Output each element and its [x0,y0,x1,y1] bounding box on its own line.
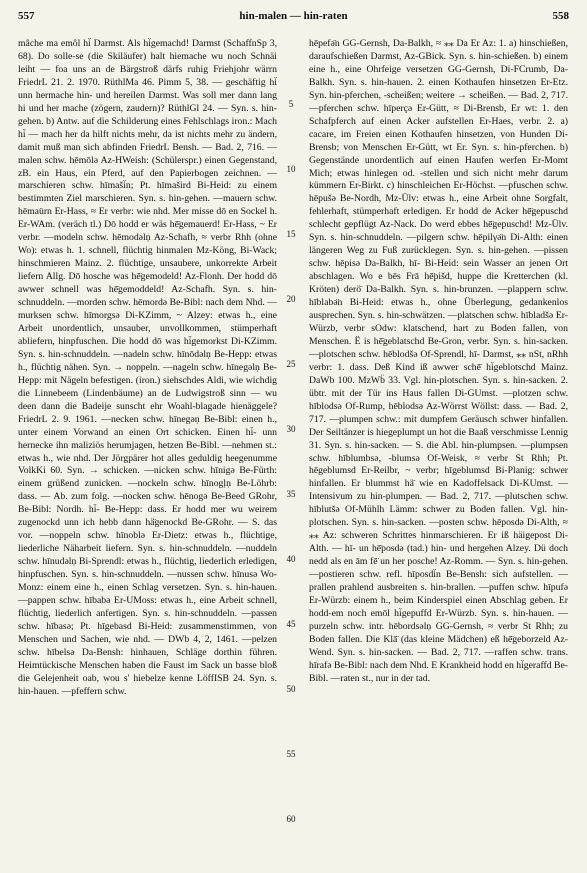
page-number-right: 558 [552,10,569,22]
line-number: 20 [286,294,296,304]
line-number: 60 [286,814,296,824]
line-number: 35 [286,489,296,499]
line-number: 25 [286,359,296,369]
left-column [18,38,277,870]
line-number: 55 [286,749,296,759]
line-number: 50 [286,684,296,694]
right-column-text: hēpefə͏̈n GG-Gernsh, Da-Balkh, ≈ ⁎⁎ Da Er Az: 1. a) hinschießen, daraufschießen Darmst, Az-GBick. Syn. s. hin-schießen. b) einem eine h., eine Ohrfeige versetzen GG-Gernsh, Di-FCrumb, Da-Balkh. Syn. s. hin-hauen. 2. einen Kothaufen hinsetzen Er-Etz. Syn. hin-pferchen, -scheißen; weitere → scheißen. — Bad. 2, 717. —pferchen schw. hīperçə Er-Gütt, ≈ Di-Brensb, Er wt: 1. den Schafpferch auf einen Acker aufstellen Er-Haes, verbr. 2. a) cacare, im Freien einen Kothaufen hinsetzen, von Hunden Di-Brensb; von Menschen Er-Gütt, wt Er. Syn. s. hin-pferchen. b) Gegenstände unordentlich auf einen Haufen werfen Er-Momt Mich; etwas hinlegen od. -stellen und sich nicht mehr darum kümmern Er-Birkt. c) hinschleichen Er-Höchst. —pfuschen schw. hēpušə Be-Nordh, Mz-Ülv: etwas h., eine Arbeit ohne Sorgfalt, fehlerhaft, stümperhaft erledigen. Er hodd de Acker hē͏̈gepuschd schlecht gepflügt Az-Nack. Do werd ebbes hē͏̈gepuschd! Mz-Ülv. Syn. s. hin-schnuddeln. —pilgern schw. hēpilγə͏̈n Di-Alth: einen längeren Weg zu Fuß zurücklegen. Syn. s. hin-gehen. —pissen schw. hēpisə Da-Balkh, hī- Bi-Heid: sein Wasser an jenen Ort abschlagen. Wo e bēs Frā hē͏̈pišd, huppe die Kretterchen (kl. Kröten) derö͏̈ Da-Balkh. Syn. s. hin-brunzen. —plappern schw. hīblabə͏̈n Bi-Heid: etwas h., ohne Überlegung, gedankenlos ausprechen. Syn. s. hin-schwätzen. —platschen schw. hībladšə Er-Würzb, verbr sOdw: klatschend, hart zu Boden fallen, von Menschen. E͏̈ is hē͏̈geblatschd Be-Gron, verbr. Syn. s. hin-sacken. —plotschen schw. hēblodšə Of-Sprendl, hī- Darmst, ⁎⁎ nSt, nRhh verbr: 1. dass. Deß Kind iß awwer schē͏̈ hi͏̈geblotschd Mainz. DaWb 100. MzWb͏̈ 33. Vgl. hin-plotschen. Syn. s. hin-sacken. 2. übtr. mit der Tür ins Haus fallen Di-GUmst. —plotzen schw. hīblodsə Of-Rump, hēblodsə Az-Wörrst Wöllst: dass. — Bad. 2, 717. —plumpen schw.: mit dumpfem Geräusch schwer hinfallen. Der Seiltänzer is hiegeplumpt un hot die Baaß verschmisse Lennig 31. Syn. s. hin-sacken. — S. die Abl. hin-plumpsen. —plumpsen schw. hīblumbsə, -blumsə Of-Weisk, ≈ verbr St Rhh; Pt. hēgeblumsd Er-Reilbr, ~ verbr; hīgeblumsd Bi-Planig: schwer hinfallen. Er blummst hä͏̈ wie en Kadoffelsack Di-KUmst. — Intensivum zu hin-plumpen. — Bad. 2, 717. —plutschen schw. hīblutšə Of-Mühlh Lämm: schwer zu Boden fallen. Vgl. hin-plotschen. Syn. s. hin-sacken. —posten schw. hēposdə Di-Alth, ≈ ⁎⁎ Az: schweren Schrittes hinmarschieren. Er iß häigepost Di-Alth. — hī- un hē͏̈posdə (tad.) hin- und hergehen Alzey. Dü doch nedd als en ām fē͏̈ un her posche! Az-Romm. — Syn. s. hin-gehen. —postieren schw. refl. hīposdi͏̈n Be-Bensh: sich aufstellen. —prallen prahlend ausbreiten s. hin-brallen. —puffen schw. hīpufə Er-Würzb: einem h., beim Kinderspiel einen Abschlag geben. Er hodd-em noch emōl hi͏̈gepuffd Er-Würzb. Syn. s. hin-hauen. —purzeln schw. intr. hēbordsəlṇ GG-Gernsh, ≈ verbr St Rhh; zu Boden fallen. Die Klā͏̈ (das kleine Mädchen) eß hē͏̈geborzeld Az-Wend. Syn. s. hin-sacken. — Bad. 2, 717. —raffen schw. trans. hīrafə Be-Bibl: nach dem Nhd. E Krankheid hodd en hi͏̈geraffd Be-Bibl. —raten st., nur in der tad. [309,38,568,684]
line-number: 5 [288,99,294,109]
running-head-title: hin-malen — hin-raten [239,10,348,22]
running-header [18,8,569,24]
line-number: 45 [286,619,296,629]
line-number: 30 [286,424,296,434]
line-number: 15 [286,229,296,239]
line-number: 40 [286,554,296,564]
line-number: 10 [286,164,296,174]
left-column-text: mâche ma emôl hi͏̈ Darmst. Als hi͏̈gemachd! Darmst (SchaffnSp 3, 68). Do solle-se (die Skiläufer) halt hiemache wu noch Schnäi leiht — foa uns an de Bärgstroß därfs ruhig Friehjohr wärrn FriedrL 21. 2. 1970. RüthlMa 46. Pimm 5, 38. — geschäftig hi͏̈ unn hermache hin- und hereilen Darmst. Was soll mer dann lang hi und her mache (zögern, zaudern)? RüthlGl 24. — Syn. s. hin-gehen. b) Antw. auf die Schilderung eines Fehlschlags iron.: Mach hi͏̈ — mach her da hilft nichts mehr, da ist nichts mehr zu ändern, damit muß man sich abfinden FriedrL Bensh. — Bad. 2, 716. —malen schw. hēmōlə Az-HWeish: (Schülerspr.) einen Gegenstand, zB. ein Haus, ein Pferd, auf den Papierbogen zeichnen. —marschieren schw. hīmaši͏̈n; Pt. hīmašird Bi-Heid: zu einem bestimmten Ziel marschieren. Syn. s. hin-gehen. —mauern schw. hēmau͏̈rn Er-Hass, ≈ Er verbr: wie nhd. Mer misse dō en Sockel h. Er-WAm. (veräch tl.) Dō hodd er wäs hē͏̈gemauerd! Er-Hass, ~ Er verbr. —modeln schw. hēmodəlṇ Az-Schafh, ≈ verbr Rhh (ohne Wo): etwas h. 1. schnell, flüchtig hinmalen Mz-Köng, Bi-Wack; hinschmieren Mainz. 2. flüchtige, unsaubere, unkorrekte Arbeit liefern Allg. Dō hosche was hē͏̈gemodeld! Az-Flonh. Der hodd dō awwer schnell was hē͏̈gemoddeld! Az-Schafh. Syn. s. hin-schnuddeln. —morden schw. hēmordə Be-Bibl: nach dem Nhd. —murksen schw. hīmorgsə Di-KZimm, ~ Alzey: etwas h., eine Arbeit unordentlich, unsauber, unvollkommen, stümperhaft abliefern, hinpfuschen. Die hodd dō was hi͏̈gemorkst Di-KZimm. Syn. s. hin-schnuddeln. —nadeln schw. hīnōdəlṇ Be-Hepp: etwas h., flüchtig nähen. Syn. → noppeln. —nageln schw. hīnegəlṇ Be-Hepp: mit Nägeln befestigen. (iron.) siehschdes Aldi, wie wichdig die Linnebeem (Lindenbäume) an de Ludwigstroß sinn — wu deen dann die Badeije sunscht ehr Woahl-blagade hienäggele? FriedrL 2. 9. 1961. —necken schw. hīnegəṇ Be-Bibl: einen h., unter einem Vorwand an einen Ort schicken. Einen hi͏̈- unn hernecke ihn maliziös herumjagen, hetzen Be-Bibl. —nehmen st.: etwas h., wie nhd. Der Jörgpärer hot alles geduldig heegenumme VolkKi 60. Syn. → schicken. —nicken schw. hīnigə Be-Fürth: einem grüßend zunicken. —nockeln schw. hīnogḷṇ Be-Löhrb: dass. — Ab. zum folg. —nocken schw. hēnogə Be-Beed GRohr, Be-Bibl: Nordh. hi͏̈- Be-Hepp: dass. Er hodd mer wu weirem zugenockd unn ich hebb dann hä͏̈genockd Be-GRohr. — S. das vor. —noppeln schw. hīnoblə Er-Dietz: etwas h., flüchtige, liederliche Näharbeit liefern. Syn. s. hin-schnuddeln. —nuddeln schw. hīnudəlṇ Bi-Sprendl: etwas h., flüchtig, liederlich erledigen, hinpfuschen. Syn. s. hin-schnuddeln. —nussen schw. hīnusə Wo-Monz: einem eine h., einen Schlag versetzen. Syn. s. hin-hauen. —pappen schw. hībabə Er-UMoss: etwas h., eine Arbeit schnell, flüchtig, liederlich anfertigen. Syn. s. hin-schnuddeln. —passen schw. hībasə; Pt. hīgebasd Bi-Heid: zusammenstimmen, von Menschen und Sachen, wie nhd. — DWb 4, 2, 1461. —pelzen schw. hībelsə Da-Bensh: hinhauen, Schläge dorthin führen. Heimtückische Menschen haben die Faust im Sack un basse bloß die Gelejenheit oab, wou s' hiebelze kenne LöffISB 24. Syn. s. hin-hauen. —pfeffern schw. [18,38,277,697]
page-number-left: 557 [18,10,35,22]
right-column [309,38,568,870]
